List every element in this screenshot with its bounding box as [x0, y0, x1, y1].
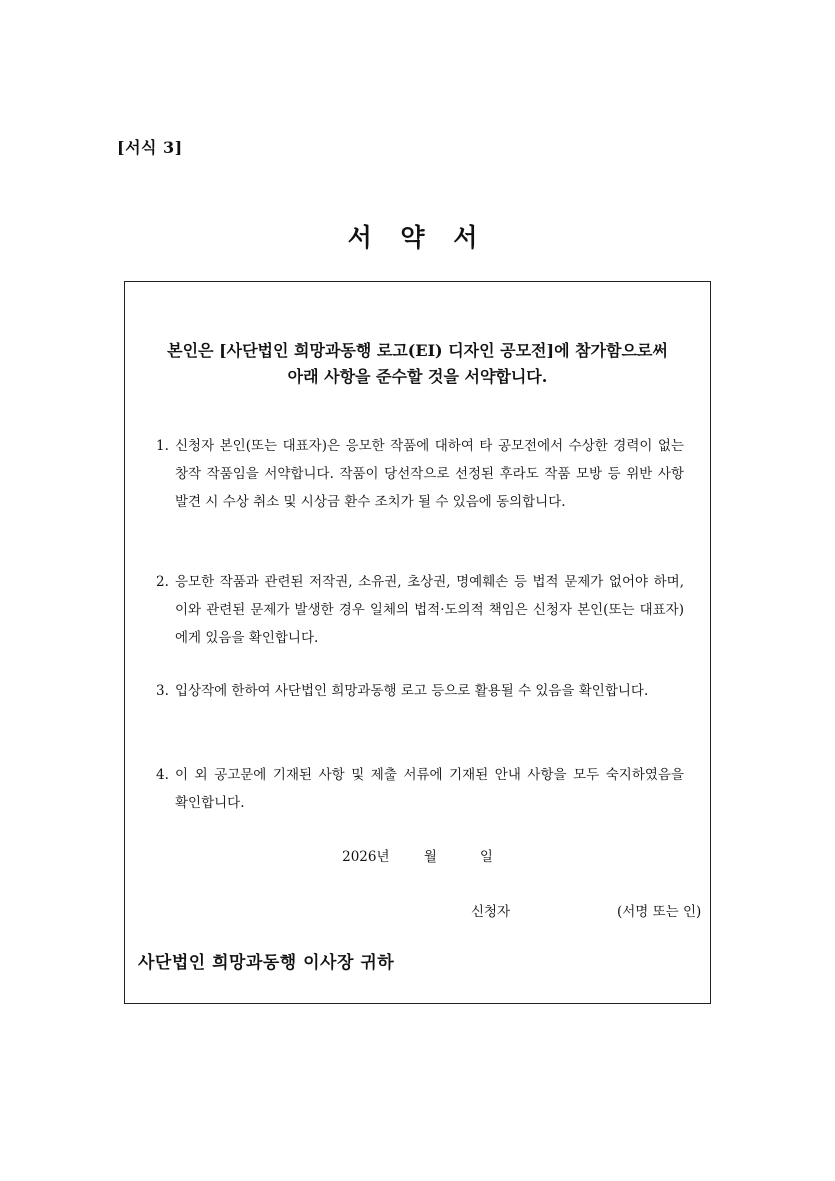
item-text: 이 외 공고문에 기재된 사항 및 제출 서류에 기재된 안내 사항을 모두 숙지하였음을 확인합니다. [175, 767, 684, 811]
signature-note: (서명 또는 인) [617, 904, 702, 920]
date-month: 월 [423, 849, 437, 865]
date-line [125, 845, 710, 865]
intro-line-2: 아래 사항을 준수할 것을 서약합니다. [287, 367, 548, 386]
pledge-item-4 [156, 761, 684, 817]
item-text: 입상작에 한하여 사단법인 희망과동행 로고 등으로 활용될 수 있음을 확인합니다. [175, 683, 649, 699]
pledge-box [124, 281, 711, 1004]
date-day: 일 [479, 849, 493, 865]
item-number: 1. [156, 438, 169, 454]
intro-line-1: 본인은 [사단법인 희망과동행 로고(EI) 디자인 공모전]에 참가함으로써 [167, 341, 668, 360]
document-title: 서 약 서 [347, 223, 488, 252]
item-text: 신청자 본인(또는 대표자)은 응모한 작품에 대하여 타 공모전에서 수상한 경력이 없는 창작 작품임을 서약합니다. 작품이 당선작으로 선정된 후라도 작품 모방 등 위반 사항 발견 시 수상 취소 및 시상금 환수 조치가 될 수 있음에 동의합니다. [175, 438, 684, 510]
date-year: 2026년 [342, 849, 390, 865]
form-number-label: [서식 3] [117, 138, 183, 157]
item-number: 4. [156, 767, 169, 783]
pledge-item-3 [156, 677, 684, 705]
recipient-line: 사단법인 희망과동행 이사장 귀하 [138, 953, 395, 973]
item-number: 2. [156, 574, 169, 590]
pledge-item-1 [156, 432, 684, 516]
pledge-intro [125, 338, 710, 390]
applicant-label: 신청자 [471, 904, 511, 920]
pledge-item-2 [156, 568, 684, 652]
item-text: 응모한 작품과 관련된 저작권, 소유권, 초상권, 명예훼손 등 법적 문제가 없어야 하며, 이와 관련된 문제가 발생한 경우 일체의 법적·도의적 책임은 신청자 본인(또는 대표자)에게 있음을 확인합니다. [175, 574, 684, 646]
item-number: 3. [156, 683, 169, 699]
